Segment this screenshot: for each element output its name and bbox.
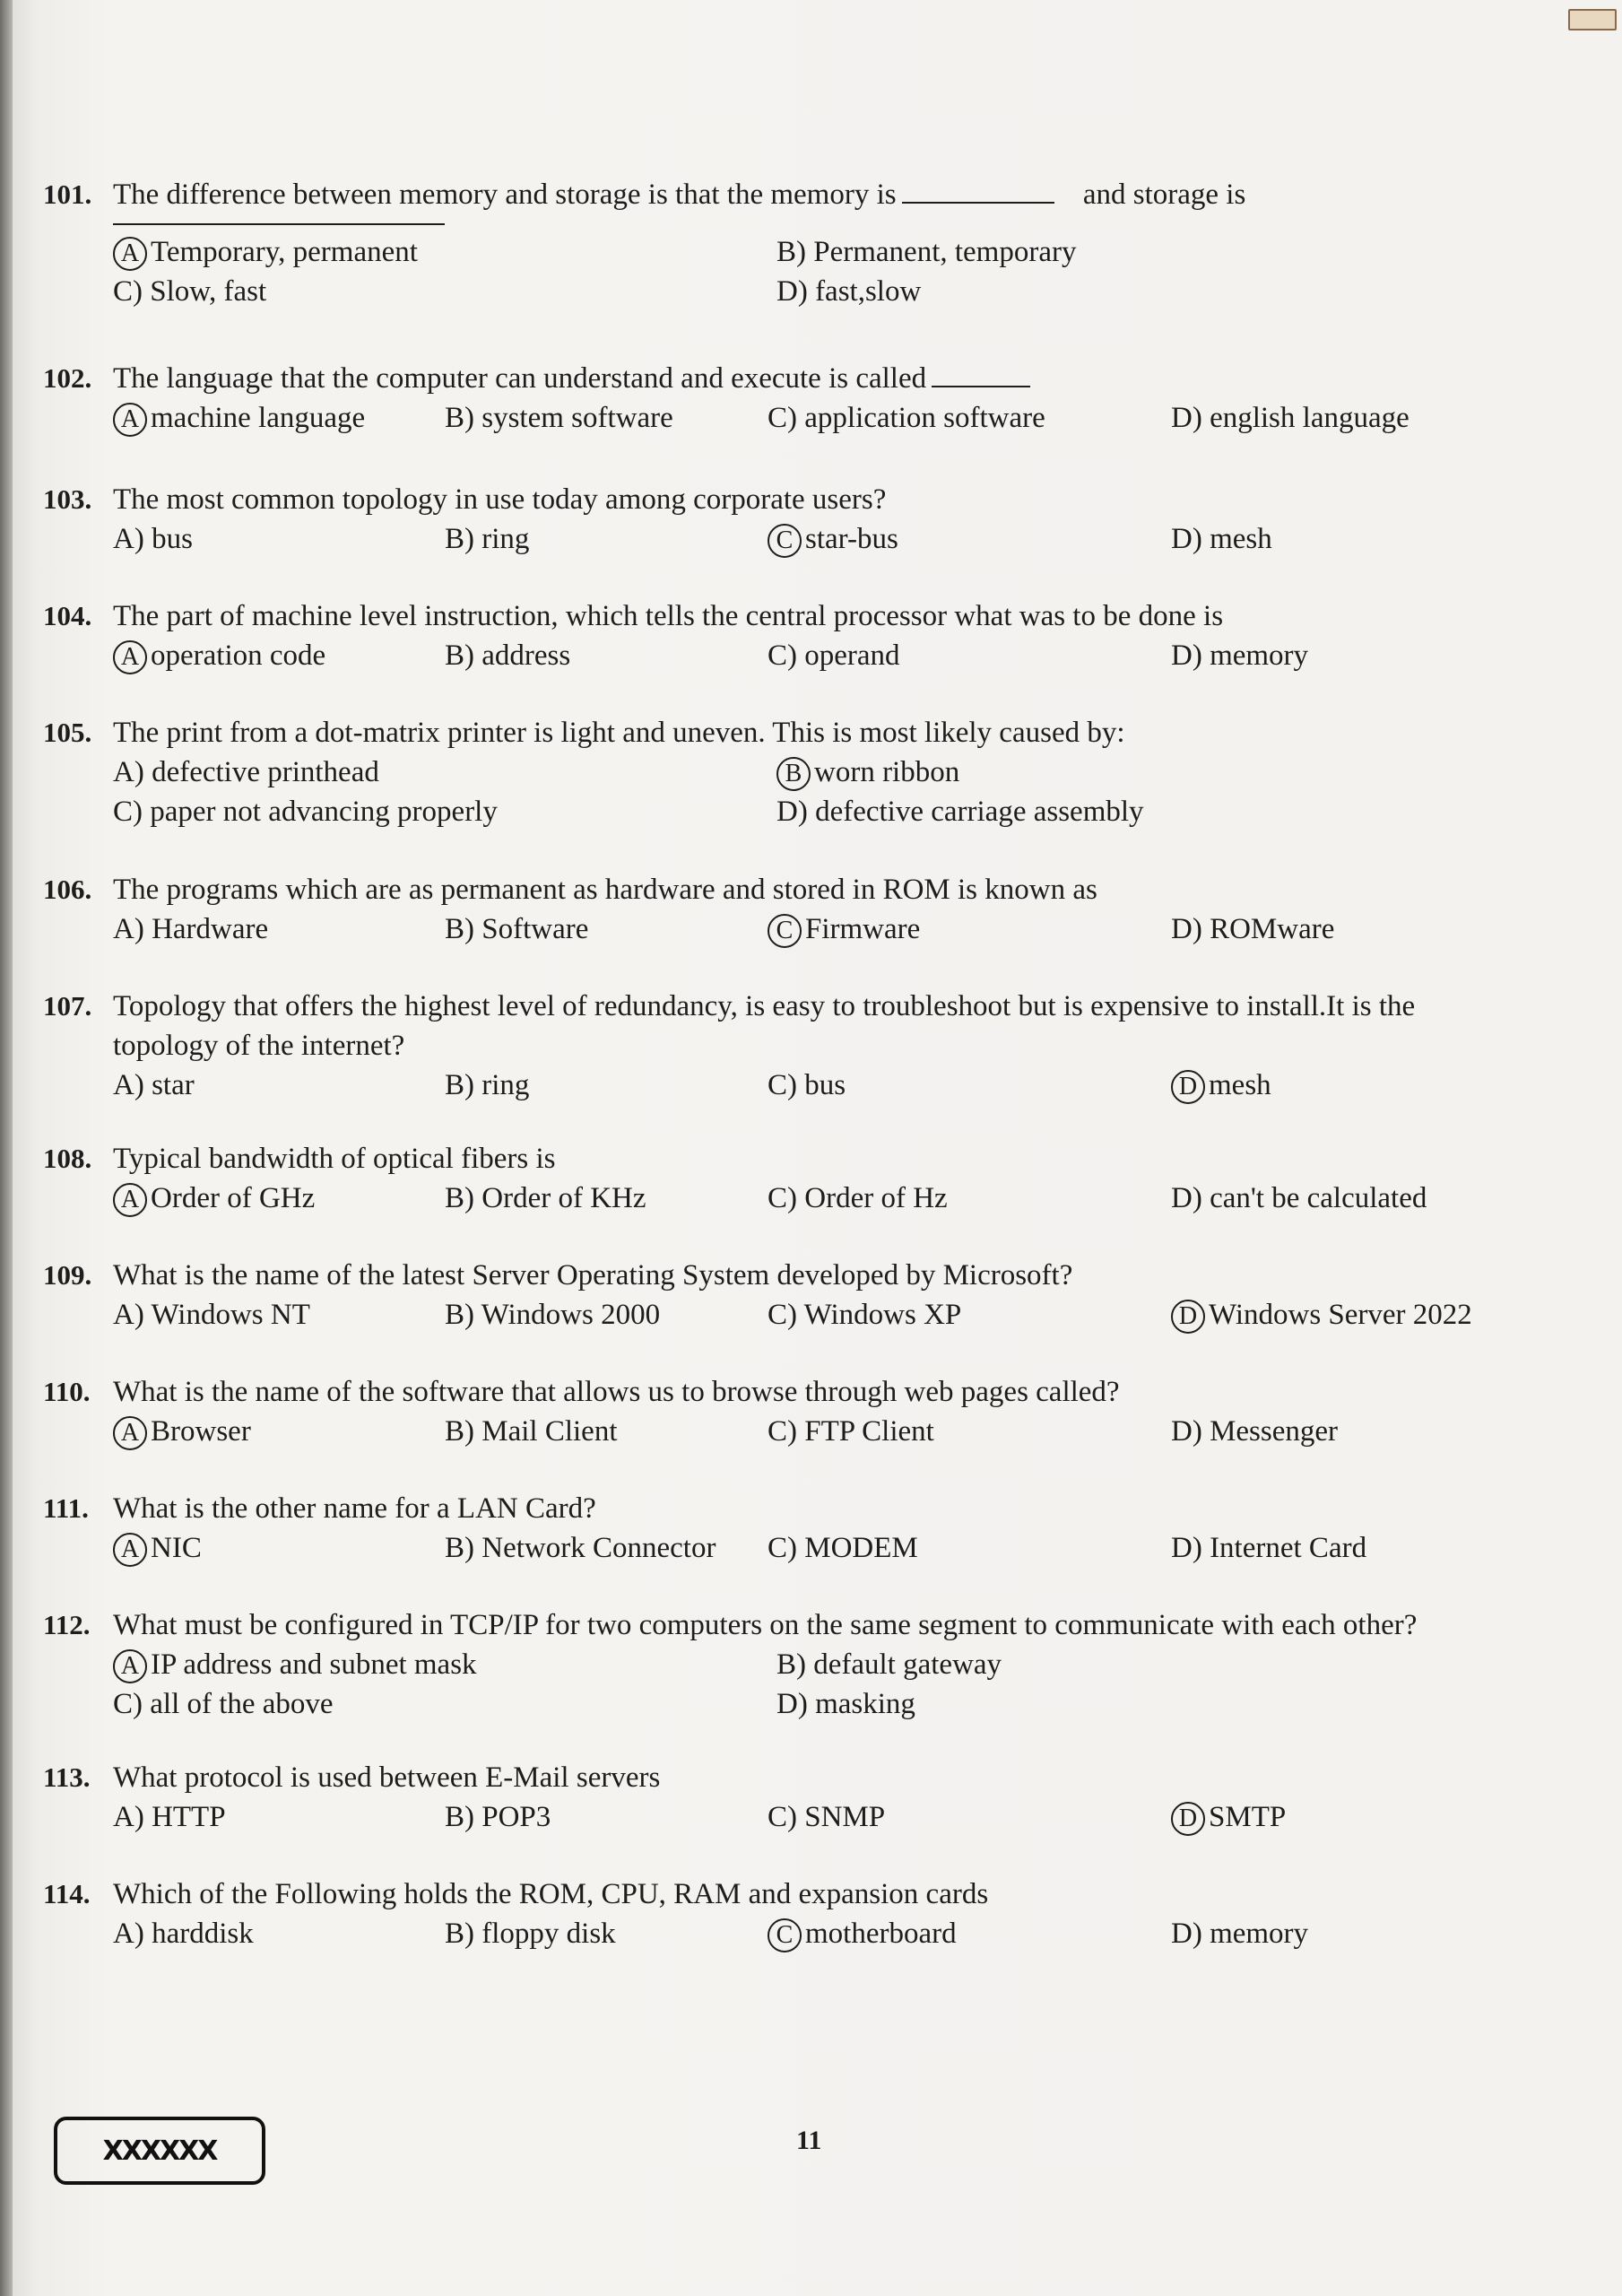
option-d: D) memory [1171,1918,1309,1950]
answer-circle-icon: D [1171,1802,1205,1836]
option-d: D) Messenger [1171,1415,1339,1448]
question-107 [43,987,1586,1105]
option-b: B) ring [445,523,530,555]
question-number: 109. [43,1259,92,1291]
answer-circle-icon: B [776,757,811,791]
option-c: C) MODEM [768,1532,918,1564]
option-d: D) Internet Card [1171,1532,1367,1564]
question-number: 112. [43,1609,91,1640]
question-number: 105. [43,717,92,748]
answer-circle-icon: C [768,914,802,948]
question-text: Which of the Following holds the ROM, CPU, RAM and expansion cards [113,1878,989,1910]
question-110 [43,1372,1586,1451]
option-c: C) operand [768,639,900,672]
paper-code-box [54,2117,265,2185]
answer-circle-icon: D [1171,1070,1205,1104]
question-number: 104. [43,600,92,631]
question-text: The print from a dot-matrix printer is light and uneven. This is most likely caused by: [113,717,1125,749]
answer-circle-icon: D [1171,1300,1205,1334]
answer-circle-icon: A [113,1533,147,1567]
corner-tab-marker [1568,9,1617,30]
option-d: D) ROMware [1171,913,1335,945]
option-c: C) FTP Client [768,1415,934,1448]
question-114 [43,1874,1586,1953]
option-a: A) bus [113,523,193,555]
question-text: The part of machine level instruction, which tells the central processor what was to be done is [113,600,1224,632]
answer-circle-icon: A [113,1416,147,1450]
option-a: A) Windows NT [113,1299,310,1331]
option-c: C) Windows XP [768,1299,962,1331]
option-a: A) harddisk [113,1918,254,1950]
option-b: B) address [445,639,571,672]
answer-circle-icon: A [113,237,147,271]
option-d: D) fast,slow [776,275,922,308]
question-106 [43,870,1586,949]
option-d-selected: D mesh [1171,1065,1271,1105]
question-105 [43,713,1586,831]
answer-blank-continued [113,214,445,225]
question-number: 111. [43,1492,89,1524]
question-text: What is the name of the software that allows us to browse through web pages called? [113,1376,1120,1408]
question-text: The most common topology in use today among corporate users? [113,483,887,516]
question-number: 113. [43,1761,91,1793]
option-a-selected: A operation code [113,636,325,675]
question-108 [43,1139,1586,1218]
option-a: A) star [113,1069,195,1101]
question-text: The programs which are as permanent as hardware and stored in ROM is known as [113,874,1097,906]
question-text: What protocol is used between E-Mail servers [113,1761,661,1794]
question-text: The language that the computer can understand and execute is called [113,359,1586,398]
question-text: Typical bandwidth of optical fibers is [113,1143,556,1175]
option-c-selected: C star-bus [768,519,898,559]
answer-circle-icon: C [768,524,802,558]
option-a-selected: A NIC [113,1528,202,1568]
option-b: B) Order of KHz [445,1182,646,1214]
option-b: B) Mail Client [445,1415,618,1448]
option-c: C) paper not advancing properly [113,796,498,828]
option-c: C) application software [768,402,1045,434]
question-number: 103. [43,483,92,515]
option-b: B) floppy disk [445,1918,616,1950]
question-text: The difference between memory and storage is that the memory is and storage is [113,175,1586,225]
question-text: Topology that offers the highest level of redundancy, is easy to troubleshoot but is expensive to install.It is the topology of the internet? [113,990,1416,1062]
option-d: D) english language [1171,402,1409,434]
question-112 [43,1605,1586,1724]
option-a-selected: A IP address and subnet mask [113,1645,477,1684]
question-103 [43,480,1586,559]
option-d: D) masking [776,1688,915,1720]
option-b: B) Permanent, temporary [776,236,1077,268]
paper-code: XXXXXX [102,2135,217,2167]
answer-circle-icon: A [113,640,147,674]
option-b: B) default gateway [776,1648,1002,1681]
option-b: B) Network Connector [445,1532,716,1564]
question-number: 114. [43,1878,91,1909]
question-101 [43,175,1586,311]
answer-circle-icon: A [113,1183,147,1217]
option-c: C) all of the above [113,1688,334,1720]
option-c: C) Slow, fast [113,275,267,308]
question-text: What must be configured in TCP/IP for two computers on the same segment to communicate with each other? [113,1609,1418,1641]
question-102 [43,359,1586,438]
option-d-selected: D SMTP [1171,1797,1286,1837]
option-b: B) ring [445,1069,530,1101]
option-b: B) Windows 2000 [445,1299,661,1331]
option-a-selected: A Order of GHz [113,1178,315,1218]
option-c: C) Order of Hz [768,1182,948,1214]
question-104 [43,596,1586,675]
option-d: D) mesh [1171,523,1272,555]
option-a-selected: A Browser [113,1412,251,1451]
option-d-selected: D Windows Server 2022 [1171,1295,1472,1335]
option-d: D) defective carriage assembly [776,796,1144,828]
question-number: 110. [43,1376,91,1407]
page-binding-edge [0,0,13,2296]
question-113 [43,1758,1586,1837]
option-b-selected: B worn ribbon [776,752,959,792]
option-b: B) Software [445,913,589,945]
question-text: What is the name of the latest Server Operating System developed by Microsoft? [113,1259,1073,1292]
option-d: D) can't be calculated [1171,1182,1427,1214]
question-number: 102. [43,362,92,394]
option-d: D) memory [1171,639,1309,672]
answer-circle-icon: A [113,403,147,437]
answer-blank [932,385,1030,387]
option-c: C) bus [768,1069,846,1101]
question-number: 107. [43,990,92,1022]
option-b: B) POP3 [445,1801,551,1833]
question-number: 106. [43,874,92,905]
answer-blank [902,201,1054,204]
answer-circle-icon: A [113,1649,147,1683]
question-109 [43,1256,1586,1335]
option-a: A) Hardware [113,913,269,945]
page-number: 11 [796,2126,822,2155]
option-c-selected: C Firmware [768,909,920,949]
question-number: 108. [43,1143,92,1174]
question-number: 101. [43,178,92,210]
option-a-selected: A Temporary, permanent [113,232,418,272]
answer-circle-icon: C [768,1918,802,1952]
question-text: What is the other name for a LAN Card? [113,1492,596,1525]
option-a: A) defective printhead [113,756,379,788]
option-b: B) system software [445,402,673,434]
option-a: A) HTTP [113,1801,226,1833]
question-111 [43,1489,1586,1568]
option-c: C) SNMP [768,1801,886,1833]
option-c-selected: C motherboard [768,1914,957,1953]
option-a-selected: A machine language [113,398,365,438]
